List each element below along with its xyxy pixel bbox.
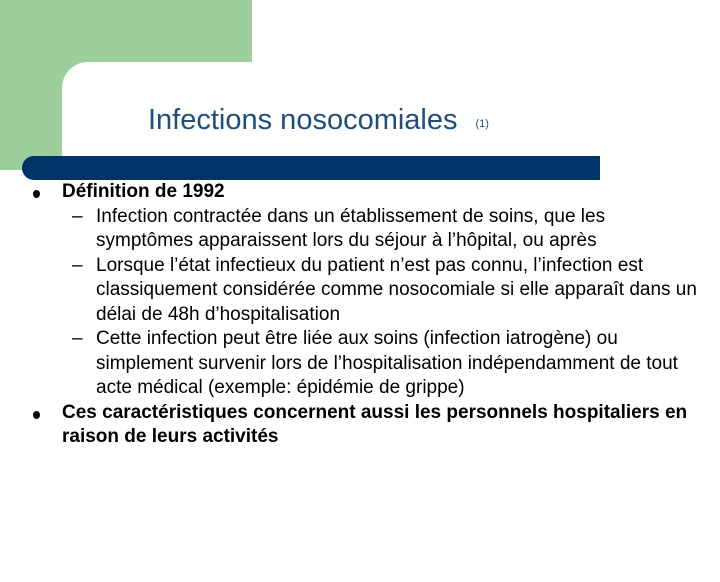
sub-bullet: [30, 254, 700, 328]
bullet-text: Définition de 1992: [62, 181, 225, 202]
slide-content: [30, 180, 700, 450]
slide-title-text: Infections nosocomiales: [148, 104, 458, 136]
slide-title-note: (1): [475, 118, 489, 130]
dash-icon: –: [72, 205, 83, 227]
bullet-dot-icon: [33, 411, 40, 419]
dash-icon: –: [72, 328, 83, 349]
bullet-definition: [30, 180, 700, 401]
sub-bullet: [30, 327, 700, 401]
dash-icon: –: [72, 254, 83, 276]
slide-title: [148, 104, 489, 137]
title-divider-bar: [22, 156, 600, 180]
sub-bullet-text: Cette infection peut être liée aux soins (infection iatrogène) ou simplement survenir lors de l’hospitalisation indépendamment de tout acte médical (exemple: épidémie de grippe): [96, 328, 678, 398]
bullet-text: Ces caractéristiques concernent aussi les personnels hospitaliers en raison de leurs activités: [62, 401, 688, 447]
bullet-personnel: [30, 401, 700, 450]
sub-bullet-text: Lorsque l’état infectieux du patient n’est pas connu, l’infection est classiquement considérée comme nosocomiale si elle apparaît dans un délai de 48h d’hospitalisation: [96, 254, 697, 325]
sub-bullet: [30, 205, 700, 254]
bullet-dot-icon: [33, 190, 40, 198]
sub-bullet-text: Infection contractée dans un établissement de soins, que les symptômes apparaissent lors du séjour à l’hôpital, ou après: [96, 205, 606, 251]
